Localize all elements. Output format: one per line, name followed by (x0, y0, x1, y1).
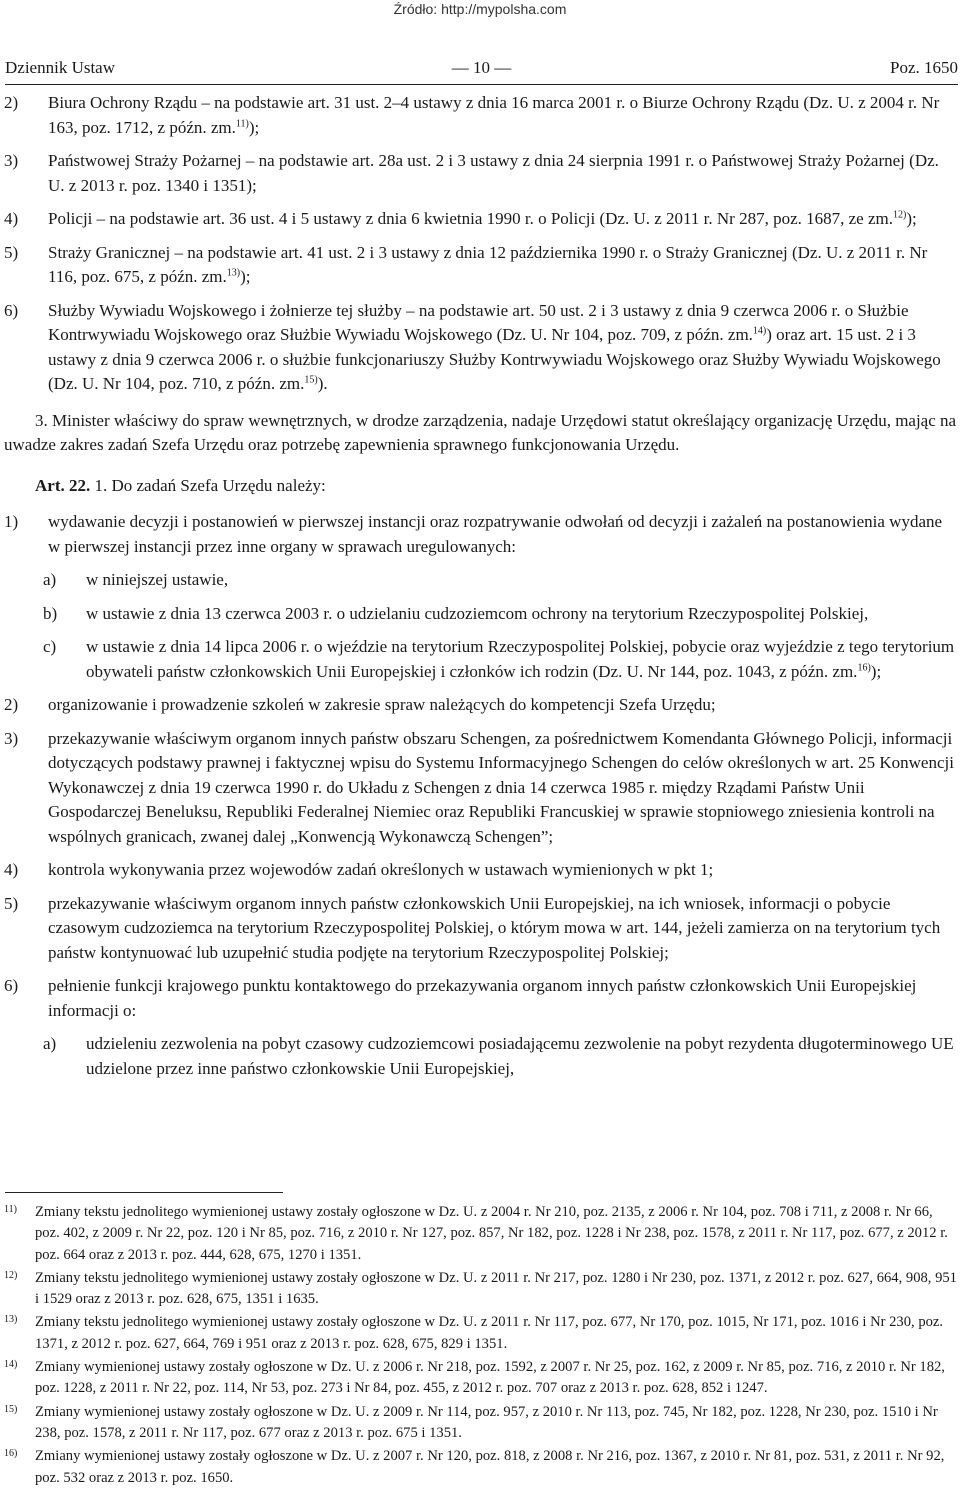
footnote-number: 11) (4, 1204, 17, 1215)
item-number: 4) (4, 209, 19, 228)
item-number: 4) (4, 860, 19, 879)
sub-item-letter: c) (43, 637, 57, 656)
footnote-ref: 15) (304, 374, 318, 386)
footnote (4, 1402, 958, 1445)
item-number: 5) (4, 242, 19, 262)
item-tail: ); (240, 267, 251, 286)
sub-item-letter: a) (43, 570, 57, 589)
footnote-text: Zmiany wymienionej ustawy zostały ogłoszone w Dz. U. z 2006 r. Nr 218, poz. 1592, z 2007 r. Nr 25, poz. 162, z 2009 r. Nr 85, poz. 716, z 2010 r. Nr 182, poz. 1228, z 2011 r. Nr 22, poz. 114, Nr 53, poz. 273 i Nr 84, poz. 455, z 2012 r. poz. 707 oraz z 2013 r. poz. 628, 852 i 1247. (35, 1359, 945, 1397)
item-number: 2) (4, 93, 19, 112)
sub-item-text: udzieleniu zezwolenia na pobyt czasowy cudzoziemcowi posiadającemu zezwolenie na pobyt rezydenta długoterminowego UE udzielone przez inne państwo członkowskie Unii Europejskiej, (86, 1034, 954, 1078)
footnotes (4, 1202, 958, 1491)
footnote-text: Zmiany tekstu jednolitego wymienionej ustawy zostały ogłoszone w Dz. U. z 2011 r. Nr 117, poz. 677, Nr 170, poz. 1015, Nr 171, poz. 1016 i Nr 230, poz. 1371, z 2012 r. poz. 627, 664, 769 i 951 oraz z 2013 r. poz. 628, 675, 829 i 1351. (35, 1314, 944, 1352)
item-number: 3) (4, 151, 19, 170)
item-tail: ); (248, 117, 260, 137)
list-item (4, 892, 958, 966)
footnote (4, 1202, 958, 1266)
item-text: Służby Wywiadu Wojskowego i żołnierze tej służby – na podstawie art. 50 ust. 2 i 3 ustawy z dnia 9 czerwca 2006 r. o Służbie Kontrwywiadu Wojskowego oraz Służbie Wywiadu Wojskowego (Dz. U. Nr 104, poz. 709, z późn. zm. (48, 300, 909, 344)
footnote-text: Zmiany wymienionej ustawy zostały ogłoszone w Dz. U. z 2007 r. Nr 120, poz. 818, z 2008 r. Nr 216, poz. 1367, z 2010 r. Nr 81, poz. 531, z 2011 r. Nr 92, poz. 532 oraz z 2013 r. poz. 1650. (35, 1448, 945, 1486)
source-url: Źródło: http://mypolsha.com (393, 1, 567, 17)
list-item (4, 299, 958, 397)
item-text: przekazywanie właściwym organom innych państw członkowskich Unii Europejskiej, na ich wniosek, informacji o pobycie czasowym cudzoziemca na terytorium Rzeczypospolitej Polskiej, o którym mowa w art. 144, jeżeli zamierza on na terytorium tych państw kontynuować lub uzupełnić studia podjęte na terytorium Rzeczypospolitej Polskiej; (48, 893, 941, 962)
footnote-number: 16) (4, 1448, 18, 1460)
item-text: Policji – na podstawie art. 36 ust. 4 i 5 ustawy z dnia 6 kwietnia 1990 r. o Policji (Dz. U. z 2011 r. Nr 287, poz. 1687, ze zm. (48, 209, 893, 228)
footnote-ref: 12) (892, 209, 907, 221)
list-item (4, 727, 958, 850)
list-item (4, 974, 958, 1023)
list-item (4, 207, 958, 232)
footnote-number: 15) (4, 1403, 18, 1415)
item-text: kontrola wykonywania przez wojewodów zadań określonych w ustawach wymienionych w pkt 1; (48, 860, 714, 879)
main-text (4, 91, 958, 1090)
footnote-number: 14) (4, 1359, 18, 1371)
item-text: Państwowej Straży Pożarnej – na podstawie art. 28a ust. 2 i 3 ustawy z dnia 24 sierpnia 1991 r. o Państwowej Straży Pożarnej (Dz. U. z 2013 r. poz. 1340 i 1351); (48, 151, 939, 195)
item-number: 1) (4, 512, 19, 531)
journal-title: Dziennik Ustaw (5, 58, 116, 77)
list-item (4, 149, 958, 198)
page-header (5, 58, 958, 82)
article-intro: 1. Do zadań Szefa Urzędu należy: (90, 475, 326, 495)
item-tail: ); (906, 209, 917, 228)
item-number: 5) (4, 893, 19, 913)
sub-item (4, 568, 958, 593)
footnote-number: 13) (4, 1314, 18, 1326)
footnote-divider (5, 1192, 283, 1193)
sub-item (4, 635, 958, 684)
item-text: organizowanie i prowadzenie szkoleń w zakresie spraw należących do kompetencji Szefa Urzędu; (48, 695, 716, 714)
list-item (4, 241, 958, 290)
item-text: Straży Granicznej – na podstawie art. 41 ust. 2 i 3 ustawy z dnia 12 października 1990 r. o Straży Granicznej (Dz. U. z 2011 r. Nr 116, poz. 675, z późn. zm. (48, 242, 928, 286)
page-number: — 10 — (451, 58, 512, 77)
footnote-ref: 11) (235, 117, 249, 129)
item-text: przekazywanie właściwym organom innych państw obszaru Schengen, za pośrednictwem Komendanta Głównego Policji, informacji dotyczących podstawy prawnej i faktycznej wpisu do Systemu Informacyjnego Schengen do celów określonych w art. 25 Konwencji Wykonawczej z dnia 19 czerwca 1990 r. do Układu z Schengen z dnia 14 czerwca 1985 r. między Rządami Państw Unii Gospodarczej Beneluksu, Republiki Federalnej Niemiec oraz Republiki Francuskiej w sprawie stopniowego zniesienia kontroli na wspólnych granicach, zwanej dalej „Konwencją Wykonawczą Schengen”; (48, 728, 954, 846)
item-text: Biura Ochrony Rządu – na podstawie art. 31 ust. 2–4 ustawy z dnia 16 marca 2001 r. o Biurze Ochrony Rządu (Dz. U. z 2004 r. Nr 163, poz. 1712, z późn. zm. (48, 93, 940, 137)
footnote-text: Zmiany tekstu jednolitego wymienionej ustawy zostały ogłoszone w Dz. U. z 2011 r. Nr 217, poz. 1280 i Nr 230, poz. 1371, z 2012 r. poz. 627, 664, 908, 951 i 1529 oraz z 2013 r. poz. 628, 675, 1351 i 1635. (35, 1269, 957, 1308)
footnote (4, 1312, 958, 1355)
footnote (4, 1357, 958, 1400)
footnote-ref: 13) (226, 267, 241, 279)
item-text: pełnienie funkcji krajowego punktu kontaktowego do przekazywania organom innych państw członkowskich Unii Europejskiej informacji o: (48, 976, 917, 1020)
item-text: wydawanie decyzji i postanowień w pierwszej instancji oraz rozpatrywanie odwołań od decyzji i zażaleń na postanowienia wydane w pierwszej instancji przez inne organy w sprawach uregulowanych: (48, 512, 943, 556)
sub-item-text: w ustawie z dnia 13 czerwca 2003 r. o udzielaniu cudzoziemcom ochrony na terytorium Rzeczypospolitej Polskiej, (86, 603, 869, 623)
footnote-ref: 14) (752, 325, 767, 337)
item-number: 3) (4, 728, 19, 748)
item-tail: ) oraz art. 15 ust. 2 i 3 ustawy z dnia 9 czerwca 2006 r. o służbie funkcjonariuszy Służby Kontrwywiadu Wojskowego oraz Służby Wywiadu Wojskowego (Dz. U. Nr 104, poz. 710, z późn. zm. (48, 325, 941, 393)
sub-item (4, 602, 958, 627)
article-heading (4, 474, 958, 499)
list-item (4, 91, 958, 140)
sub-item-letter: a) (43, 1034, 57, 1053)
item-number: 6) (4, 976, 19, 995)
sub-item-text: w ustawie z dnia 14 lipca 2006 r. o wjeździe na terytorium Rzeczypospolitej Polskiej, pobycie oraz wyjeździe z tego terytorium obywateli państw członkowskich Unii Europejskiej i członków ich rodzin (Dz. U. Nr 144, poz. 1043, z późn. zm. (86, 637, 955, 681)
sub-item-letter: b) (43, 603, 58, 623)
footnote (4, 1268, 958, 1311)
header-divider (5, 84, 958, 85)
position-number: Poz. 1650 (890, 58, 958, 77)
item-tail: ). (317, 374, 328, 393)
article-label: Art. 22. (35, 475, 91, 495)
sub-item-text: w niniejszej ustawie, (86, 570, 229, 589)
item-number: 6) (4, 300, 19, 320)
list-item (4, 858, 958, 883)
list-item (4, 510, 958, 559)
footnote-ref: 16) (857, 661, 871, 673)
footnote-text: Zmiany tekstu jednolitego wymienionej ustawy zostały ogłoszone w Dz. U. z 2004 r. Nr 210, poz. 2135, z 2006 r. Nr 104, poz. 708 i 711, z 2008 r. Nr 66, poz. 402, z 2009 r. Nr 22, poz. 120 i Nr 85, poz. 716, z 2010 r. Nr 127, poz. 857, Nr 182, poz. 1228 i Nr 238, poz. 1578, z 2011 r. Nr 117, poz. 677, z 2012 r. poz. 664 oraz z 2013 r. poz. 444, 628, 675, 1270 i 1351. (35, 1204, 948, 1263)
paragraph-3: 3. Minister właściwy do spraw wewnętrznych, w drodze zarządzenia, nadaje Urzędowi statut określający organizację Urzędu, mając na uwadze zakres zadań Szefa Urzędu oraz potrzebę zapewnienia sprawnego funkcjonowania Urzędu. (4, 410, 957, 454)
list-item (4, 693, 958, 718)
footnote-number: 12) (4, 1269, 18, 1281)
sub-item-tail: ); (870, 661, 882, 681)
item-number: 2) (4, 695, 19, 714)
sub-item (4, 1032, 958, 1081)
footnote (4, 1446, 958, 1489)
footnote-text: Zmiany wymienionej ustawy zostały ogłoszone w Dz. U. z 2009 r. Nr 114, poz. 957, z 2010 r. Nr 113, poz. 745, Nr 182, poz. 1228, Nr 230, poz. 1510 i Nr 238, poz. 1578, z 2011 r. Nr 117, poz. 677 oraz z 2013 r. poz. 675 i 1351. (35, 1403, 938, 1441)
